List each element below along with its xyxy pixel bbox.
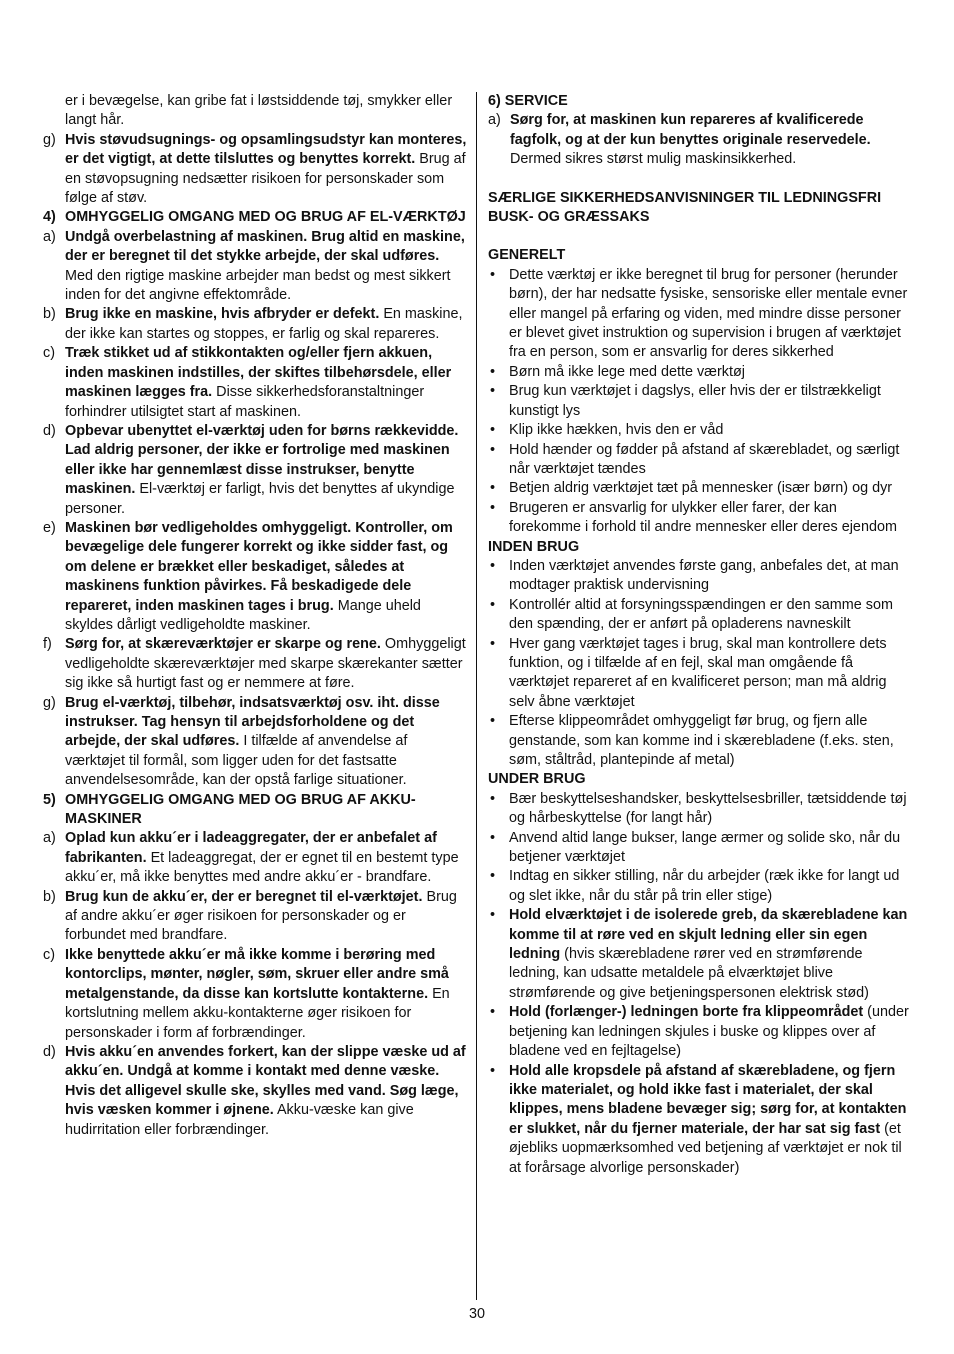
section-4-item-e: e) Maskinen bør vedligeholdes omhyggeligt. Kontroller, om bevægelige dele fungerer korrekt og ikke sidder fast, og om delene er brækket eller beskadiget, således at maskinens funktion påvirkes. Få beskadigede dele repareret, inden maskinen tages i brug. Mange uheld skyldes dårligt vedligeholdte maskiner.: [43, 519, 453, 633]
section-4-item-b: b) Brug ikke en maskine, hvis afbryder er defekt. En maskine, der ikke kan startes og stoppes, er farlig og skal repareres.: [43, 306, 463, 342]
section-4-item-g: g) Brug el-værktøj, tilbehør, indsatsværktøj osv. iht. disse instrukser. Tag hensyn til arbejdsforholdene og det arbejde, der skal udføres. I tilfælde af anvendelse af værktøjet til formål, som ligger uden for det fastsatte anvendelsesområde, kan der opstå farlige situationer.: [43, 694, 440, 789]
section-5-item-c: c) Ikke benyttede akku´er må ikke komme i berøring med kontorclips, mønter, nøgler, søm, skruer eller andre små metalgenstande, da disse kan kortslutte kontakterne. En kortslutning mellem akku-kontakterne øger risikoen for personskader i form af forbrændinger.: [43, 946, 450, 1041]
bullet-item: • Anvend altid lange bukser, lange ærmer og solide sko, når du betjener værktøjet: [490, 829, 901, 866]
left-column: [43, 92, 467, 1140]
section-4-item-f: f) Sørg for, at skæreværktøjer er skarpe og rene. Omhyggeligt vedligeholdte skæreværktøjer med skarpe skærekanter sætter sig ikke så hurtigt fast og er nemmere at føre.: [43, 636, 466, 692]
bullet-item: • Betjen aldrig værktøjet tæt på mennesker (især børn) og dyr: [488, 479, 912, 498]
bullet-mark: •: [490, 596, 496, 613]
column-divider: [476, 92, 477, 1300]
bullet-mark: •: [490, 1062, 496, 1079]
before-use-list: [488, 557, 912, 770]
general-list: [488, 266, 912, 538]
bullet-item: • Hold alle kropsdele på afstand af skærebladene, og fjern ikke materialet, og hold ikke fast i materialet, der skal klippes, mens bladene bevæger sig; sørg for, at kontakten er slukket, når du fjerner materiale, der har sat sig fast (et øjebliks uopmærksomhed ved betjening af værktøjet er nok til at forårsage alvorlige personskader): [490, 1062, 907, 1176]
bullet-mark: •: [490, 1004, 496, 1021]
section-6-item-a: a) Sørg for, at maskinen kun repareres af kvalificerede fagfolk, og at der kun benyttes originale reservedele. Dermed sikres størst mulig maskinsikkerhed.: [488, 112, 871, 168]
bullet-item: • Dette værktøj er ikke beregnet til brug for personer (herunder børn), der har nedsatte fysiske, sensoriske eller mentale evner eller mangel på erfaring og viden, med mindre disse personer er blevet givet instruktion og supervision i brugen af værktøjet fra en person, som er ansvarlig for deres sikkerhed: [490, 266, 908, 361]
section-6-heading: 6) SERVICE: [488, 93, 568, 109]
during-use-heading: UNDER BRUG: [488, 771, 586, 788]
bullet-mark: •: [490, 868, 496, 885]
section-5-item-d: d) Hvis akku´en anvendes forkert, kan der slippe væske ud af akku´en. Undgå at komme i kontakt med denne væske. Hvis det alligevel skulle ske, skylles med vand. Søg læge, hvis væsken kommer i øjnene. Akku-væske kan give hudirritation eller forbrændinger.: [43, 1043, 466, 1138]
bullet-mark: •: [490, 790, 496, 807]
bullet-item: • Klip ikke hækken, hvis den er våd: [488, 421, 912, 440]
before-use-heading: INDEN BRUG: [488, 538, 580, 555]
item-g-dust-extraction: g) Hvis støvudsugnings- og opsamlingsudstyr kan monteres, er det vigtigt, at dette tilsluttes og benyttes korrekt. Brug af en støvopsugning nedsætter risikoen for personskader som følge af støv.: [43, 131, 467, 207]
general-heading: GENERELT: [488, 247, 566, 264]
bullet-mark: •: [490, 422, 496, 439]
bullet-item: • Efterse klippeområdet omhyggeligt før brug, og fjern alle genstande, som kan komme ind i skærebladene (f.eks. sten, søm, ståltråd, plantepinde af metal): [490, 713, 894, 768]
bullet-item: • Kontrollér altid at forsyningsspændingen er den samme som den spænding, der er anført på opladerens navneskilt: [490, 596, 893, 633]
bullet-mark: •: [490, 363, 496, 380]
bullet-mark: •: [490, 635, 496, 652]
bullet-mark: •: [490, 499, 496, 516]
spacer: [488, 227, 912, 246]
bullet-item: • Inden værktøjet anvendes første gang, anbefales det, at man modtager praktisk undervisning: [490, 557, 899, 594]
during-use-warning-list: [488, 906, 912, 1178]
page-number: 30: [468, 1306, 485, 1322]
bullet-item: • Brug kun værktøjet i dagslys, eller hvis der er tilstrækkeligt kunstigt lys: [490, 383, 881, 419]
section-4-item-a: a) Undgå overbelastning af maskinen. Brug altid en maskine, der er beregnet til det stykke arbejde, der skal udføres. Med den rigtige maskine arbejder man bedst og mest sikkert inden for det angivne effektområde.: [43, 228, 465, 304]
bullet-item: • Hold hænder og fødder på afstand af skærebladet, og særligt når værktøjet tændes: [490, 441, 900, 477]
bullet-mark: •: [490, 480, 496, 497]
continued-text: er i bevægelse, kan gribe fat i løstsiddende tøj, smykker eller langt hår.: [65, 93, 453, 129]
section-5-item-a: a) Oplad kun akku´er i ladeaggregater, der er anbefalet af fabrikanten. Et ladeaggregat, der er egnet til en bestemt type akku´er, må ikke benyttes med andre akku´er - brandfare.: [43, 830, 459, 886]
spacer: [488, 170, 912, 189]
bullet-mark: •: [490, 713, 496, 730]
bullet-item: • Brugeren er ansvarlig for ulykker eller farer, der kan forekomme i forhold til andre mennesker eller deres ejendom: [490, 499, 897, 536]
bullet-mark: •: [490, 829, 496, 846]
bullet-mark: •: [490, 907, 496, 924]
bullet-mark: •: [490, 557, 496, 574]
bullet-item: • Hold elværktøjet i de isolerede greb, da skærebladene kan komme til at røre ved en skjult ledning eller sin egen ledning (hvis skærebladene rører ved en strømførende ledning, kan udsatte metaldele på elværktøjet blive strømførende og give betjeningspersonen elektrisk stød): [490, 907, 908, 1001]
special-safety-heading: SÆRLIGE SIKKERHEDSANVISNINGER TIL LEDNINGSFRI BUSK- OG GRÆSSAKS: [488, 189, 882, 226]
right-column: [488, 92, 912, 1178]
bullet-item: • Bær beskyttelseshandsker, beskyttelsesbriller, tætsiddende tøj og hårbeskyttelse (for langt hår): [490, 790, 907, 827]
section-4-item-c: c) Træk stikket ud af stikkontakten og/eller fjern akkuen, inden maskinen indstilles, der skiftes tilbehørsdele, eller maskinen lægges fra. Disse sikkerhedsforanstaltninger forhindrer utilsigtet start af maskinen.: [43, 345, 452, 420]
section-5-item-b: b) Brug kun de akku´er, der er beregnet til el-værktøjet. Brug af andre akku´er øger risikoen for personskader og er forbundet med brandfare.: [43, 888, 457, 944]
bullet-item: • Børn må ikke lege med dette værktøj: [488, 363, 912, 382]
bullet-item: • Hver gang værktøjet tages i brug, skal man kontrollere dets funktion, og i tilfælde af en fejl, skal man omgående få værktøjet repareret af en kvalificeret person; man må aldrig selv åbne værktøjet: [490, 635, 887, 710]
section-4-heading: 4) OMHYGGELIG OMGANG MED OG BRUG AF EL-VÆRKTØJ: [43, 209, 466, 226]
bullet-mark: •: [490, 266, 496, 283]
bullet-mark: •: [490, 441, 496, 458]
bullet-item: • Indtag en sikker stilling, når du arbejder (ræk ikke for langt ud og slet ikke, når du står på trin eller stige): [490, 868, 900, 904]
section-5-heading: 5) OMHYGGELIG OMGANG MED OG BRUG AF AKKU-MASKINER: [43, 791, 416, 828]
bullet-mark: •: [490, 383, 496, 400]
section-4-item-d: d) Opbevar ubenyttet el-værktøj uden for børns rækkevidde. Lad aldrig personer, der ikke er fortrolige med maskinen eller ikke har gennemlæst disse instrukser, benytte maskinen. El-værktøj er farligt, hvis det benyttes af ukyndige personer.: [43, 422, 459, 517]
bullet-item: • Hold (forlænger-) ledningen borte fra klippeområdet (under betjening kan ledningen skjules i buske og klippes over af bladene ved en fejltagelse): [490, 1004, 909, 1060]
during-use-list: [488, 790, 912, 906]
